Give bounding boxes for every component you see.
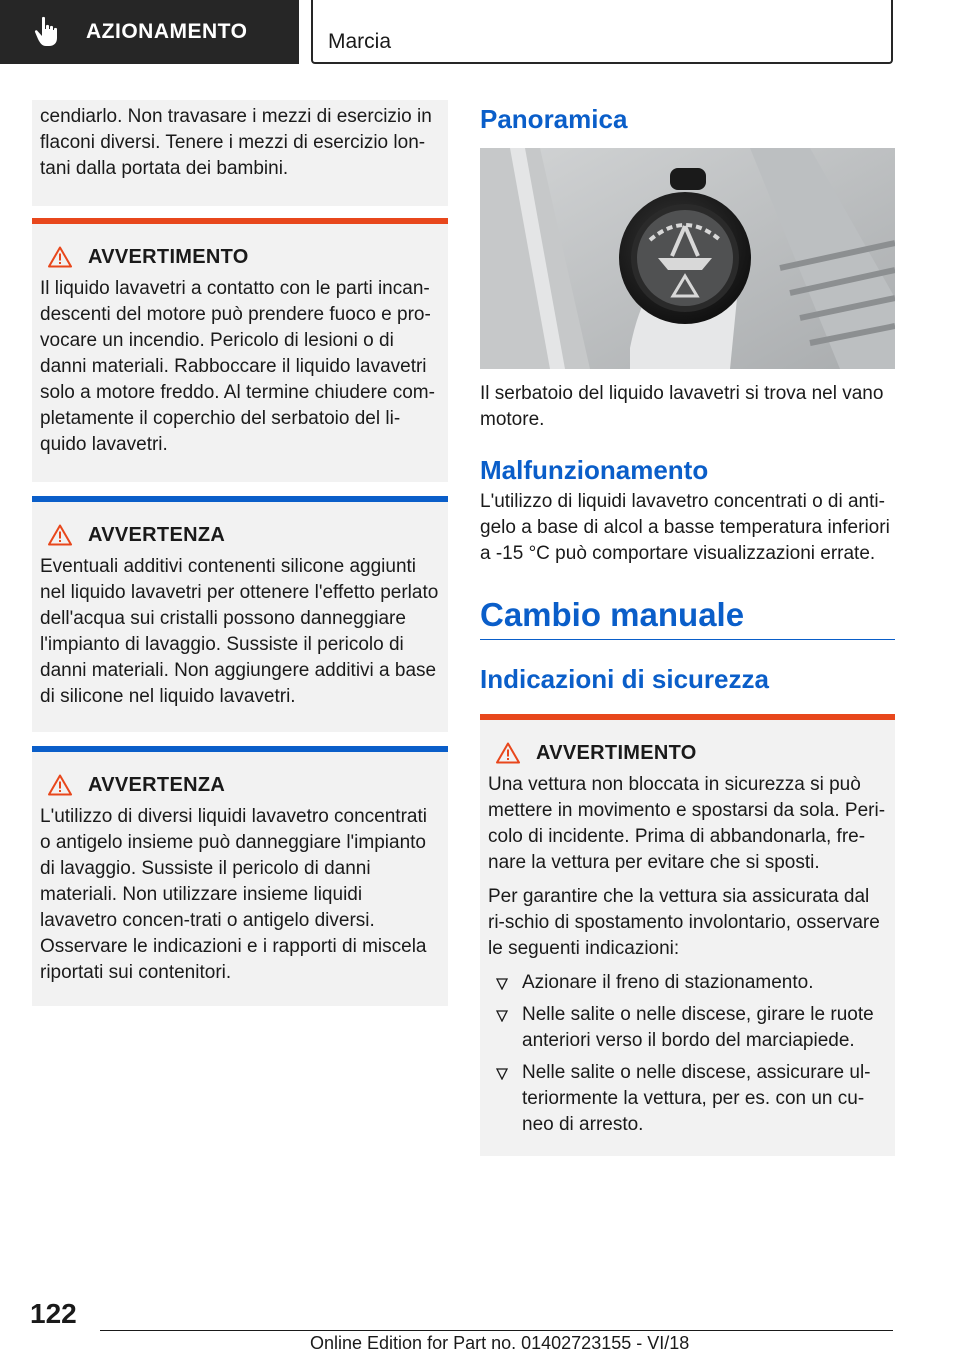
overview-text: Il serbatoio del liquido lavavetri si trova nel vano motore. xyxy=(480,383,884,430)
warning-text: Il liquido lavavetri a contatto con le parti incan-descenti del motore può prendere fuoco e pro-vocare un incendio. Pericolo di lesioni o di danni materiali. Rabboccare il liquido lavavetri solo a motore freddo. Al termine chiudere com-pletamente il coperchio del serbatoio del li-quido lavavetri. xyxy=(40,278,435,455)
list-item xyxy=(488,1002,887,1054)
notice-title-text: AVVERTENZA xyxy=(88,773,226,796)
notice-text: Eventuali additivi contenenti silicone aggiunti nel liquido lavavetri per ottenere l'effetto perlato dell'acqua sui cristalli possono danneggiare l'impianto di lavaggio. Sussiste il pericolo di danni materiali. Non aggiungere additivi a base di silicone nel liquido lavavetri. xyxy=(40,556,439,707)
safety-warning-title xyxy=(488,738,887,768)
safety-warning-title-text: AVVERTIMENTO xyxy=(536,741,697,764)
list-item-text: Azionare il freno di stazionamento. xyxy=(522,972,814,993)
hand-pointer-icon xyxy=(34,14,70,50)
footer-rule xyxy=(100,1330,893,1331)
safety-warning-box xyxy=(480,714,895,1156)
bullet-triangle-icon xyxy=(496,1068,508,1080)
warning-triangle-icon xyxy=(48,524,72,546)
warning-title-text: AVVERTIMENTO xyxy=(88,245,249,268)
washer-reservoir-photo xyxy=(480,148,895,369)
topic-label: Marcia xyxy=(328,30,392,53)
list-item xyxy=(488,1060,887,1138)
page-number: 122 xyxy=(30,1298,77,1329)
notice-title-text: AVVERTENZA xyxy=(88,523,226,546)
chapter-heading: Cambio manuale xyxy=(480,596,745,633)
safety-heading: Indicazioni di sicurezza xyxy=(480,664,769,694)
warning-title xyxy=(40,242,440,272)
continued-note: cendiarlo. Non travasare i mezzi di esercizio in flaconi diversi. Tenere i mezzi di esercizio lon-tani dalla portata dei bambini. xyxy=(32,100,448,206)
warning-triangle-icon xyxy=(496,742,520,764)
section-label: AZIONAMENTO xyxy=(86,20,248,43)
notice-box-silicone xyxy=(32,496,448,732)
topic-box xyxy=(311,0,893,64)
edition-footer: Online Edition for Part no. 01402723155 - VI/18 xyxy=(310,1333,690,1353)
overview-heading: Panoramica xyxy=(480,104,628,134)
notice-text: L'utilizzo di diversi liquidi lavavetro concentrati o antigelo insieme può danneggiare l'impianto di lavaggio. Sussiste il pericolo di danni materiali. Non utilizzare insieme liquidi lavavetro concen-trati o antigelo diversi. Osservare le indicazioni e i rapporti di miscela riportati sui contenitori. xyxy=(40,806,427,983)
safety-bullet-list xyxy=(488,970,887,1138)
warning-box-fire xyxy=(32,218,448,482)
notice-box-antifreeze xyxy=(32,746,448,1006)
chapter-rule xyxy=(480,639,895,640)
malfunction-heading: Malfunzionamento xyxy=(480,455,709,485)
safety-warning-para-2: Per garantire che la vettura sia assicurata dal ri-schio di spostamento involontario, osservare le seguenti indicazioni: xyxy=(488,886,880,959)
left-column xyxy=(32,100,448,1006)
notice-title xyxy=(40,520,440,550)
list-item xyxy=(488,970,887,996)
section-tab xyxy=(0,0,299,64)
warning-triangle-icon xyxy=(48,774,72,796)
safety-warning-para-1: Una vettura non bloccata in sicurezza si può mettere in movimento e spostarsi da sola. Peri-colo di incidente. Prima di abbandonarla, fre-nare la vettura per evitare che si sposti. xyxy=(488,774,886,873)
bullet-triangle-icon xyxy=(496,1010,508,1022)
list-item-text: Nelle salite o nelle discese, assicurare ul-teriormente la vettura, per es. con un cu-neo di arresto. xyxy=(522,1062,871,1135)
right-column xyxy=(480,100,895,1156)
malfunction-text: L'utilizzo di liquidi lavavetro concentrati o di anti-gelo a base di alcol a basse temperatura inferiori a -15 °C può comportare visualizzazioni errate. xyxy=(480,491,890,564)
notice-title xyxy=(40,770,440,800)
list-item-text: Nelle salite o nelle discese, girare le ruote anteriori verso il bordo del marciapiede. xyxy=(522,1004,874,1051)
warning-triangle-icon xyxy=(48,246,72,268)
bullet-triangle-icon xyxy=(496,978,508,990)
